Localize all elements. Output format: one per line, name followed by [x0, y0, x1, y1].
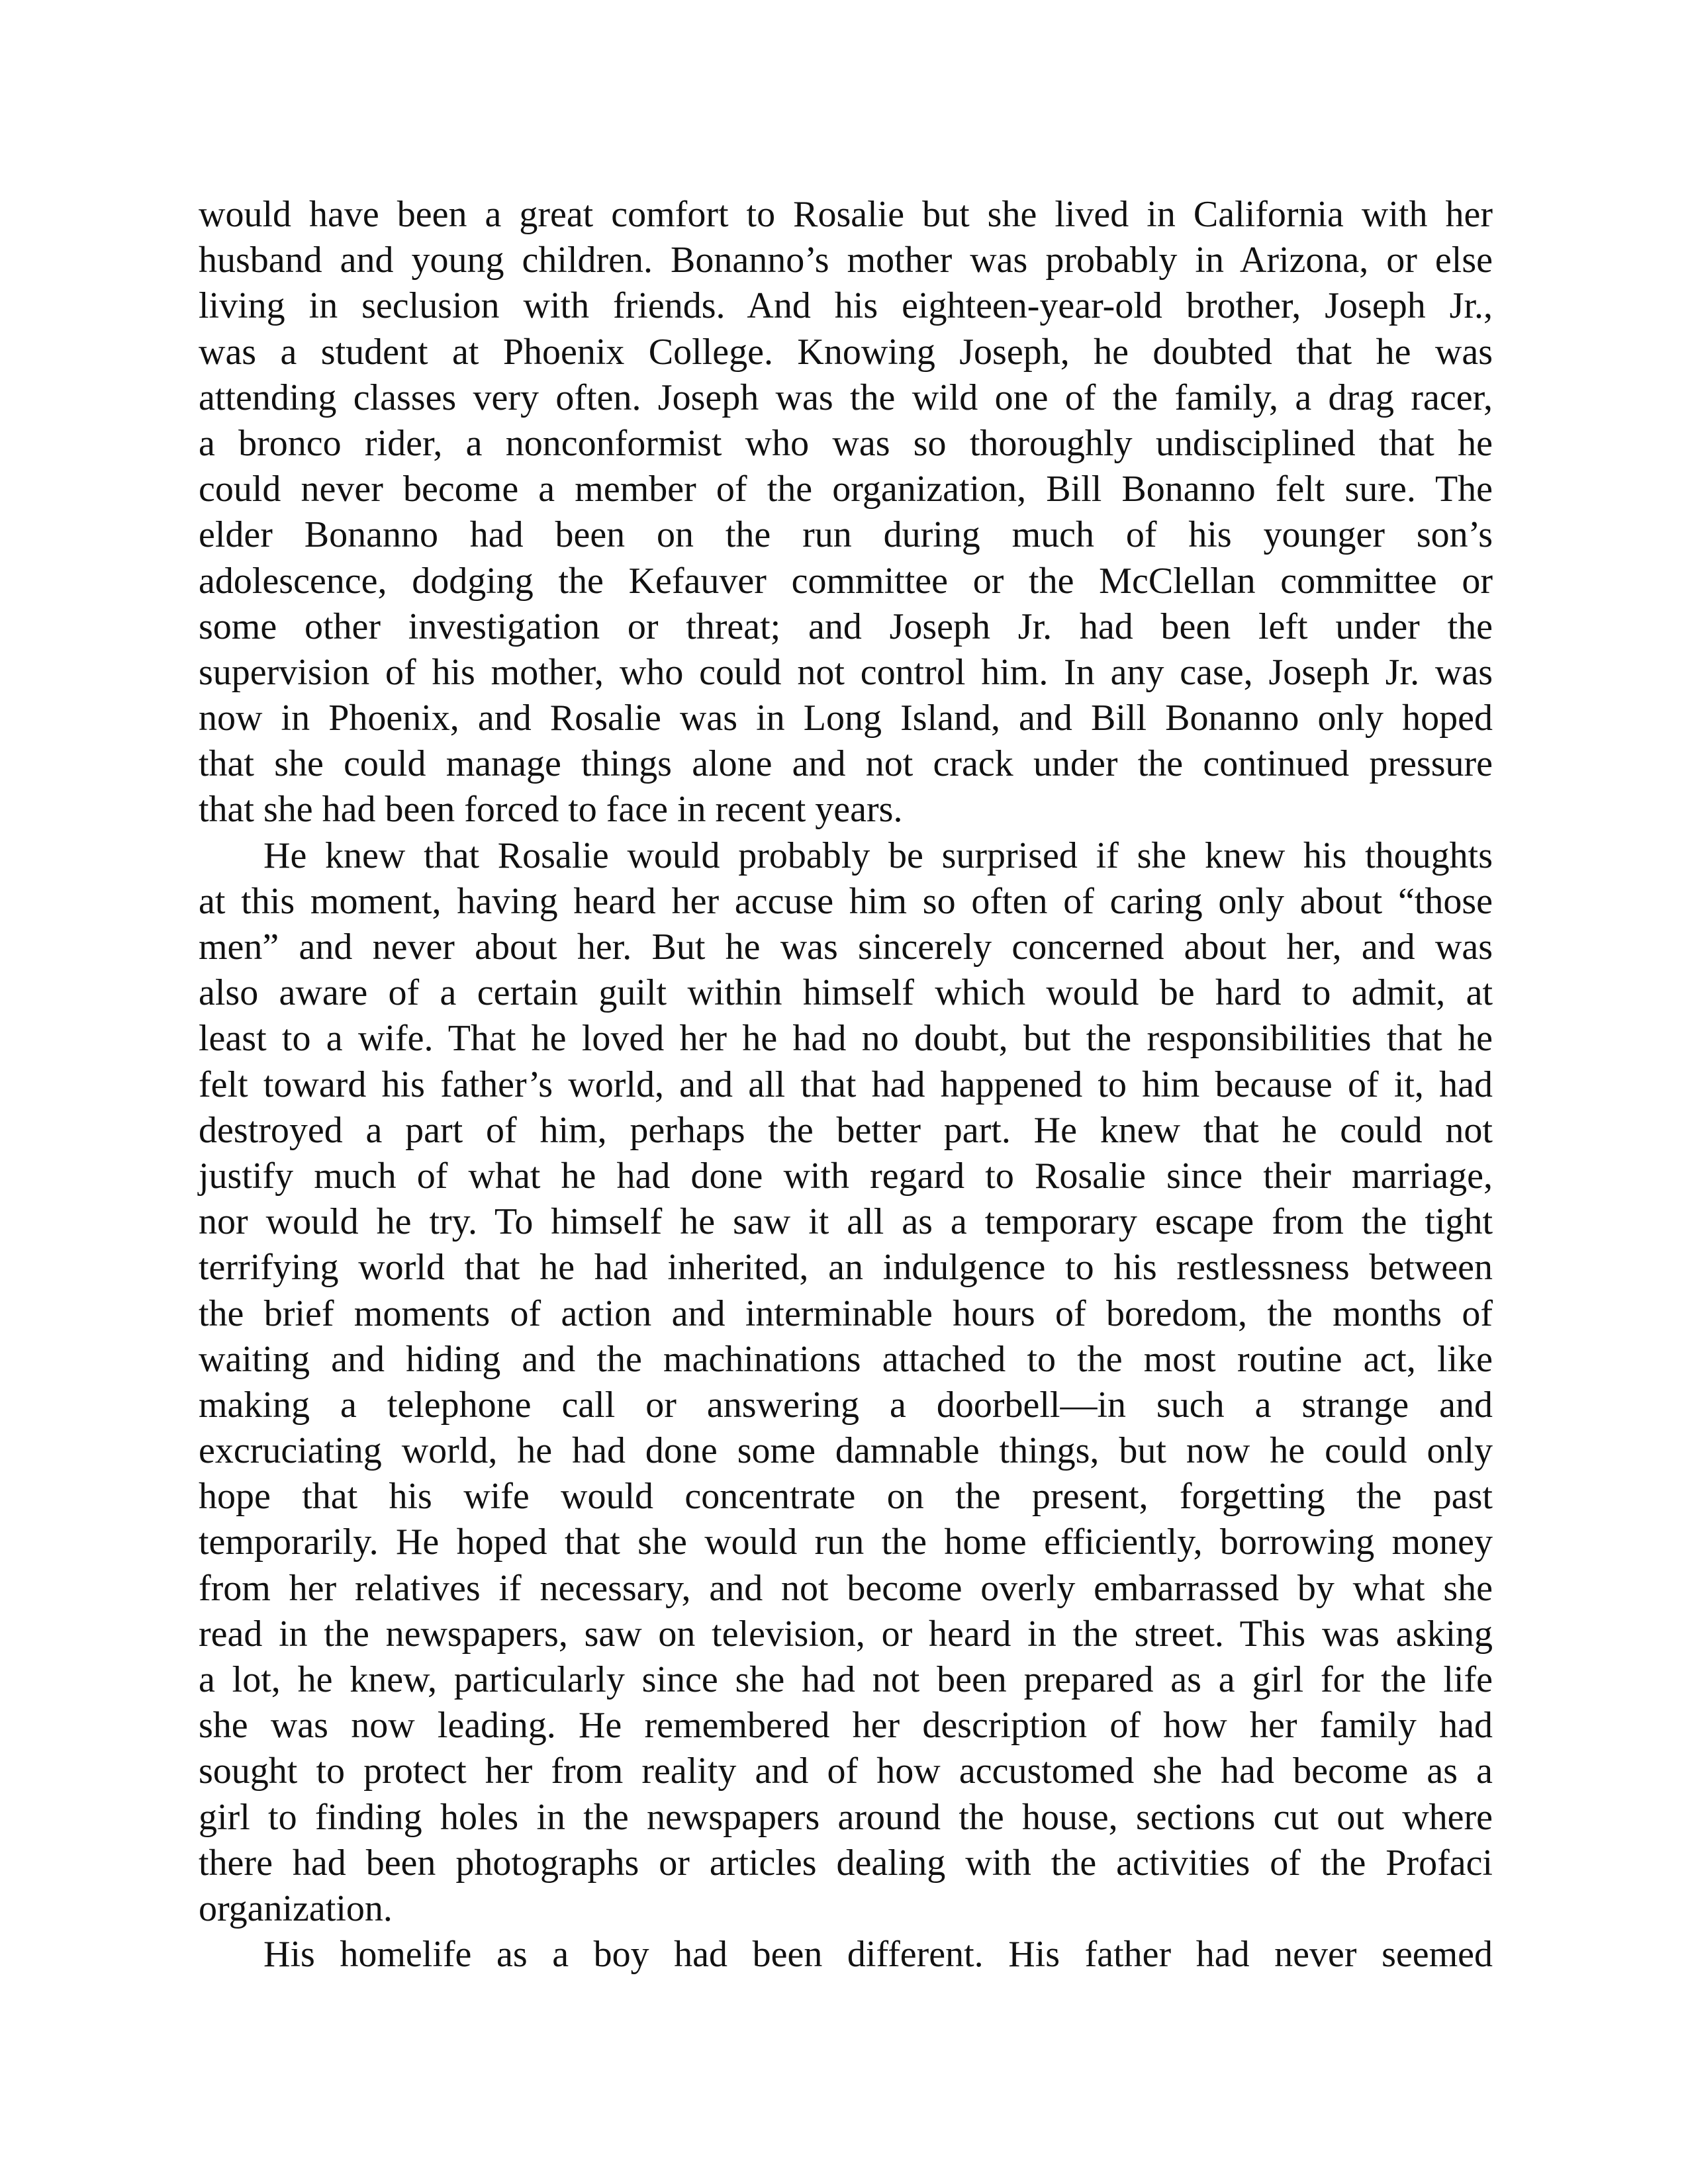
text-line: read in the newspapers, saw on television, or heard in the street. This was asking	[199, 1613, 1493, 1655]
text-line: the brief moments of action and interminable hours of boredom, the months of	[199, 1293, 1493, 1334]
text-line: living in seclusion with friends. And his eighteen-year-old brother, Joseph Jr.,	[199, 285, 1493, 327]
text-line: she was now leading. He remembered her description of how her family had	[199, 1705, 1493, 1747]
text-line: husband and young children. Bonanno’s mother was probably in Arizona, or else	[199, 240, 1493, 281]
text-line: felt toward his father’s world, and all that had happened to him because of it, had	[199, 1064, 1493, 1105]
text-line: He knew that Rosalie would probably be surprised if she knew his thoughts	[263, 835, 1493, 876]
text-line: adolescence, dodging the Kefauver committee or the McClellan committee or	[199, 560, 1493, 602]
text-line: a bronco rider, a nonconformist who was so thoroughly undisciplined that he	[199, 422, 1493, 464]
text-line: now in Phoenix, and Rosalie was in Long Island, and Bill Bonanno only hoped	[199, 698, 1493, 739]
text-line: supervision of his mother, who could not control him. In any case, Joseph Jr. was	[199, 651, 1493, 693]
text-line: some other investigation or threat; and Joseph Jr. had been left under the	[199, 606, 1493, 647]
text-line: a lot, he knew, particularly since she had not been prepared as a girl for the life	[199, 1659, 1493, 1700]
text-line: there had been photographs or articles dealing with the activities of the Profaci	[199, 1842, 1493, 1884]
text-line: was a student at Phoenix College. Knowing Joseph, he doubted that he was	[199, 331, 1493, 373]
text-line: destroyed a part of him, perhaps the better part. He knew that he could not	[199, 1109, 1493, 1151]
text-line: from her relatives if necessary, and not become overly embarrassed by what she	[199, 1567, 1493, 1609]
text-line: hope that his wife would concentrate on the present, forgetting the past	[199, 1476, 1493, 1518]
text-line: that she had been forced to face in recent years.	[199, 789, 903, 831]
text-line: excruciating world, he had done some damnable things, but now he could only	[199, 1430, 1493, 1472]
text-line: justify much of what he had done with regard to Rosalie since their marriage,	[199, 1155, 1493, 1197]
text-line: that she could manage things alone and not crack under the continued pressure	[199, 743, 1493, 785]
text-line: organization.	[199, 1888, 393, 1929]
text-line: also aware of a certain guilt within himself which would be hard to admit, at	[199, 972, 1493, 1014]
text-line: would have been a great comfort to Rosalie but she lived in California with her	[199, 194, 1493, 235]
text-line: men” and never about her. But he was sincerely concerned about her, and was	[199, 927, 1493, 968]
text-line: making a telephone call or answering a doorbell—in such a strange and	[199, 1384, 1493, 1426]
text-line: terrifying world that he had inherited, an indulgence to his restlessness between	[199, 1247, 1493, 1289]
text-line: could never become a member of the organization, Bill Bonanno felt sure. The	[199, 469, 1493, 510]
text-line: temporarily. He hoped that she would run the home efficiently, borrowing money	[199, 1522, 1493, 1563]
text-line: at this moment, having heard her accuse him so often of caring only about “those	[199, 880, 1493, 922]
text-line: waiting and hiding and the machinations attached to the most routine act, like	[199, 1338, 1493, 1380]
text-line: elder Bonanno had been on the run during much of his younger son’s	[199, 514, 1493, 556]
text-line: girl to finding holes in the newspapers around the house, sections cut out where	[199, 1796, 1493, 1838]
text-line: least to a wife. That he loved her he had no doubt, but the responsibilities that he	[199, 1018, 1493, 1060]
text-line: sought to protect her from reality and of how accustomed she had become as a	[199, 1751, 1493, 1792]
text-line: His homelife as a boy had been different. His father had never seemed	[263, 1934, 1493, 1976]
text-line: nor would he try. To himself he saw it all as a temporary escape from the tight	[199, 1201, 1493, 1243]
document-page	[199, 192, 1493, 1978]
text-line: attending classes very often. Joseph was the wild one of the family, a drag racer,	[199, 377, 1493, 418]
